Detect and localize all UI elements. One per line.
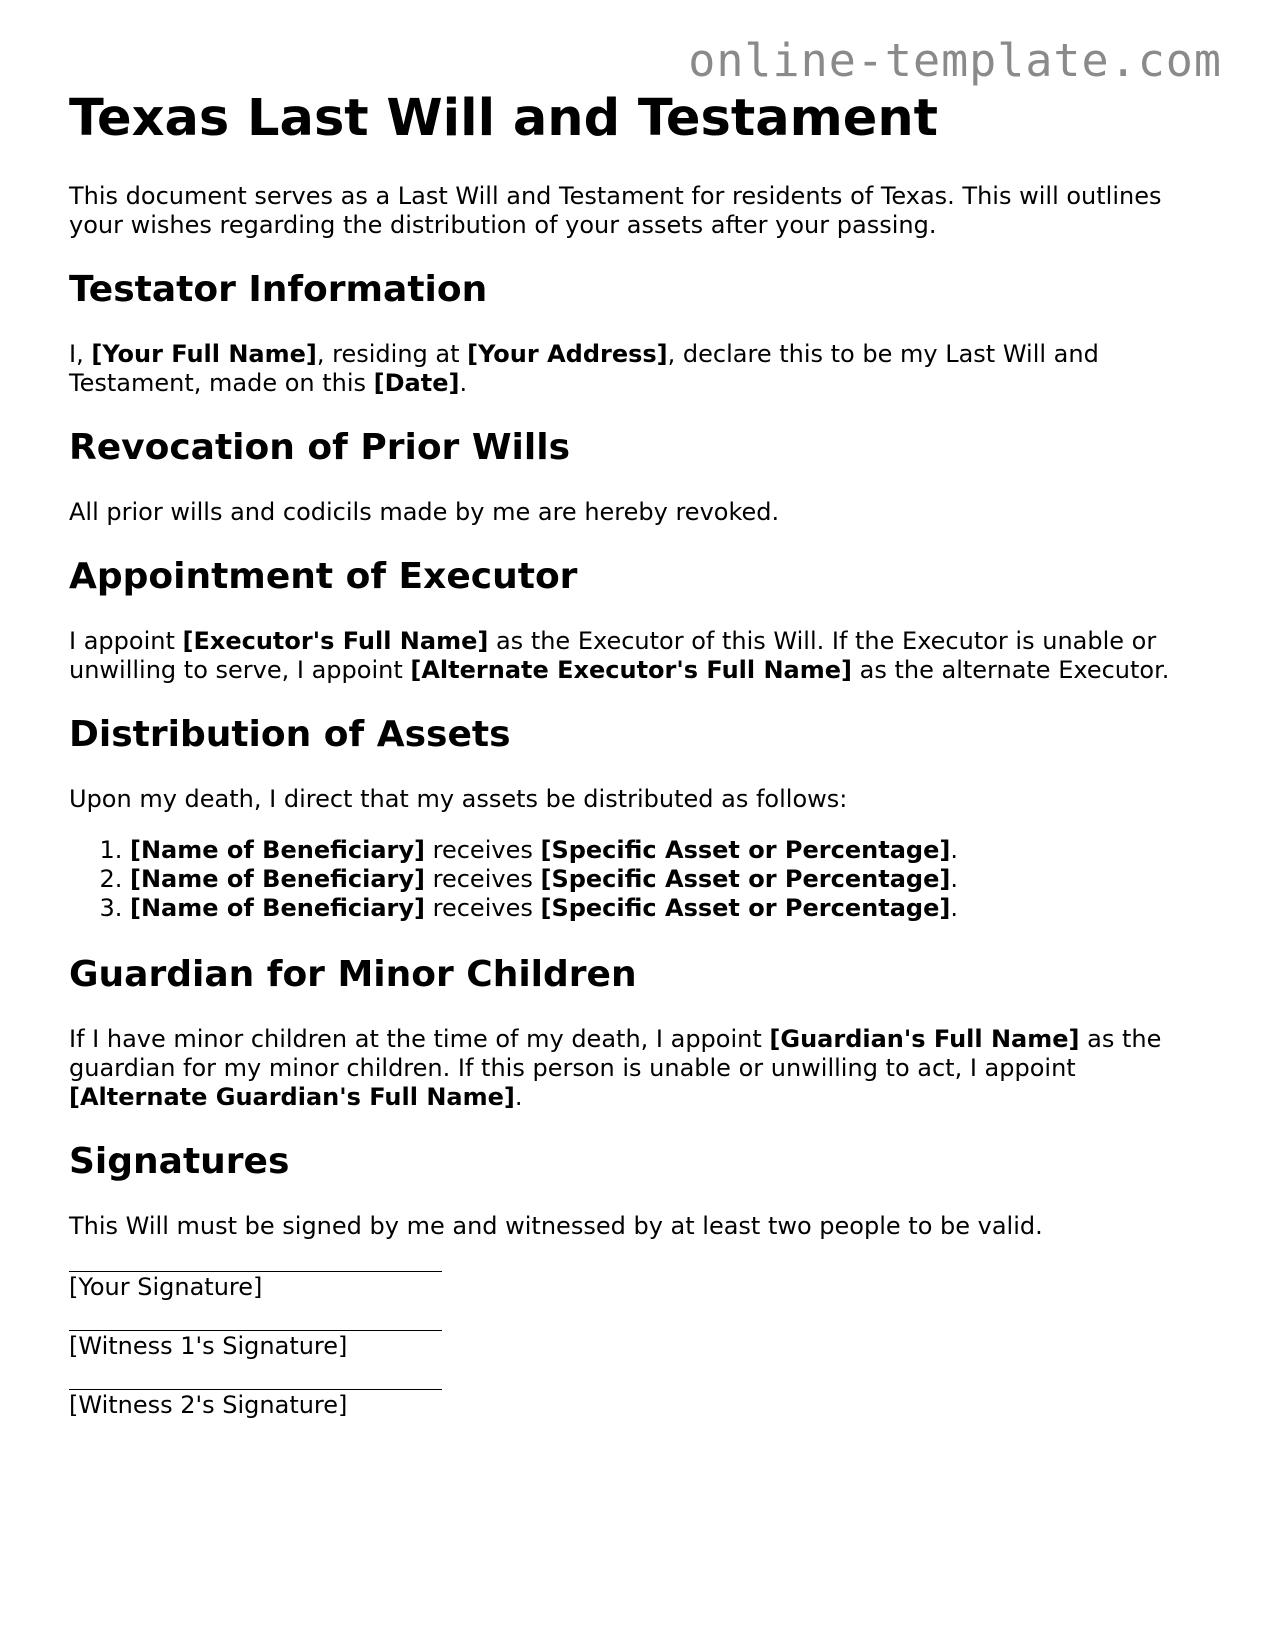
distribution-heading: Distribution of Assets <box>69 714 511 755</box>
list-item: 1. [Name of Beneficiary] receives [Specific Asset or Percentage]. <box>130 836 1209 865</box>
executor-paragraph: I appoint [Executor's Full Name] as the Executor of this Will. If the Executor is unable or unwilling to serve, I appoint [Alternate Executor's Full Name] as the alternate Executor. <box>69 627 1170 684</box>
signature-label: [Witness 2's Signature] <box>69 1391 348 1419</box>
signature-line <box>69 1389 442 1390</box>
executor-heading: Appointment of Executor <box>69 556 578 597</box>
address-placeholder: [Your Address] <box>467 340 668 368</box>
testator-heading: Testator Information <box>69 269 488 310</box>
page-title: Texas Last Will and Testament <box>69 89 939 148</box>
alternate-executor-placeholder: [Alternate Executor's Full Name] <box>410 656 852 684</box>
signature-label: [Your Signature] <box>69 1273 263 1301</box>
date-placeholder: [Date] <box>373 369 460 397</box>
testator-paragraph: I, [Your Full Name], residing at [Your Address], declare this to be my Last Will and Testament, made on this [Date]. <box>69 340 1099 397</box>
guardian-paragraph: If I have minor children at the time of my death, I appoint [Guardian's Full Name] as the guardian for my minor children. If this person is unable or unwilling to act, I appoint [Alternate Guardian's Full Name]. <box>69 1025 1162 1111</box>
document-page <box>69 88 1209 1448</box>
signature-line <box>69 1271 442 1272</box>
guardian-name-placeholder: [Guardian's Full Name] <box>769 1025 1080 1053</box>
signatures-heading: Signatures <box>69 1141 290 1182</box>
alternate-guardian-placeholder: [Alternate Guardian's Full Name] <box>69 1083 515 1111</box>
signatures-paragraph: This Will must be signed by me and witnessed by at least two people to be valid. <box>69 1212 1043 1240</box>
list-item: 3. [Name of Beneficiary] receives [Specific Asset or Percentage]. <box>130 894 1209 923</box>
signature-label: [Witness 1's Signature] <box>69 1332 348 1360</box>
full-name-placeholder: [Your Full Name] <box>91 340 317 368</box>
signature-line <box>69 1330 442 1331</box>
beneficiary-list <box>69 836 1209 923</box>
executor-name-placeholder: [Executor's Full Name] <box>182 627 489 655</box>
distribution-paragraph: Upon my death, I direct that my assets be distributed as follows: <box>69 785 848 813</box>
signature-field-testator[interactable] <box>69 1271 1209 1302</box>
intro-paragraph: This document serves as a Last Will and Testament for residents of Texas. This will outlines your wishes regarding the distribution of your assets after your passing. <box>69 182 1162 239</box>
guardian-heading: Guardian for Minor Children <box>69 954 637 995</box>
watermark: online-template.com <box>688 34 1222 87</box>
signature-field-witness-2[interactable] <box>69 1389 1209 1420</box>
revocation-heading: Revocation of Prior Wills <box>69 427 570 468</box>
list-item: 2. [Name of Beneficiary] receives [Specific Asset or Percentage]. <box>130 865 1209 894</box>
revocation-paragraph: All prior wills and codicils made by me are hereby revoked. <box>69 498 780 526</box>
signature-block <box>69 1271 1209 1420</box>
signature-field-witness-1[interactable] <box>69 1330 1209 1361</box>
